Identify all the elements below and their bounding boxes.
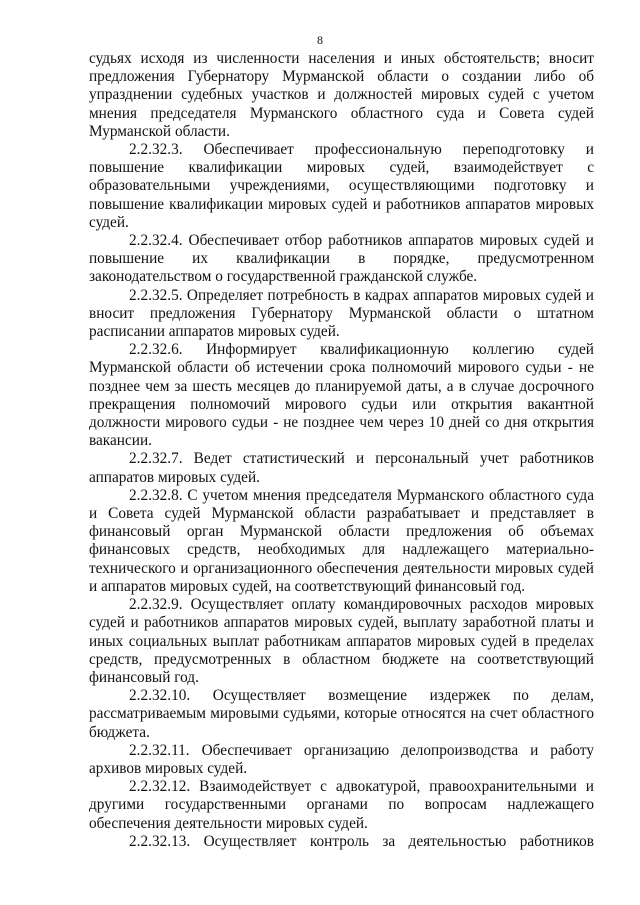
- paragraph-7: 2.2.32.8. С учетом мнения председателя Мурманского областного суда и Совета судей Мурманской области разрабатывает и представляет в финансовый орган Мурманской области предложения об объемах финансовых средств, необходимых для надлежащего материально-технического и организационного обеспечения деятельности мировых судей и аппаратов мировых судей, на соответствующий финансовый год.: [89, 486, 594, 595]
- paragraph-12: 2.2.32.13. Осуществляет контроль за деятельностью работников: [129, 832, 594, 850]
- document-body: [89, 50, 594, 851]
- paragraph-1: судьях исходя из численности населения и иных обстоятельств; вносит предложения Губернатору Мурманской области о создании либо об упразднении судебных участков и должностей мировых судей с учетом мнения председателя Мурманского областного суда и Совета судей Мурманской области.: [89, 50, 594, 140]
- paragraph-9: 2.2.32.10. Осуществляет возмещение издержек по делам, рассматриваемым мировыми судьями, которые относятся на счет областного бюджета.: [89, 687, 594, 741]
- paragraph-10: 2.2.32.11. Обеспечивает организацию делопроизводства и работу архивов мировых судей.: [89, 741, 594, 777]
- paragraph-3: 2.2.32.4. Обеспечивает отбор работников аппаратов мировых судей и повышение их квалификации в порядке, предусмотренном законодательством о государственной гражданской службе.: [89, 232, 594, 286]
- page-number: 8: [317, 33, 323, 47]
- paragraph-8: 2.2.32.9. Осуществляет оплату командировочных расходов мировых судей и работников аппаратов мировых судей, выплату заработной платы и иных социальных выплат работникам аппаратов мировых судей в пределах средств, предусмотренных в областном бюджете на соответствующий финансовый год.: [89, 596, 594, 686]
- paragraph-2: 2.2.32.3. Обеспечивает профессиональную переподготовку и повышение квалификации мировых судей, взаимодействует с образовательными учреждениями, осуществляющими подготовку и повышение квалификации мировых судей и работников аппаратов мировых судей.: [89, 141, 594, 231]
- paragraph-6: 2.2.32.7. Ведет статистический и персональный учет работников аппаратов мировых судей.: [89, 450, 594, 486]
- paragraph-4: 2.2.32.5. Определяет потребность в кадрах аппаратов мировых судей и вносит предложения Губернатору Мурманской области о штатном расписании аппаратов мировых судей.: [89, 286, 594, 341]
- paragraph-11: 2.2.32.12. Взаимодействует с адвокатурой, правоохранительными и другими государственными органами по вопросам надлежащего обеспечения деятельности мировых судей.: [89, 778, 594, 832]
- paragraph-5: 2.2.32.6. Информирует квалификационную коллегию судей Мурманской области об истечении срока полномочий мирового судьи - не позднее чем за шесть месяцев до планируемой даты, а в случае досрочного прекращения полномочий мирового судьи или открытия вакантной должности мирового судьи - не позднее чем через 10 дней со дня открытия вакансии.: [89, 341, 594, 450]
